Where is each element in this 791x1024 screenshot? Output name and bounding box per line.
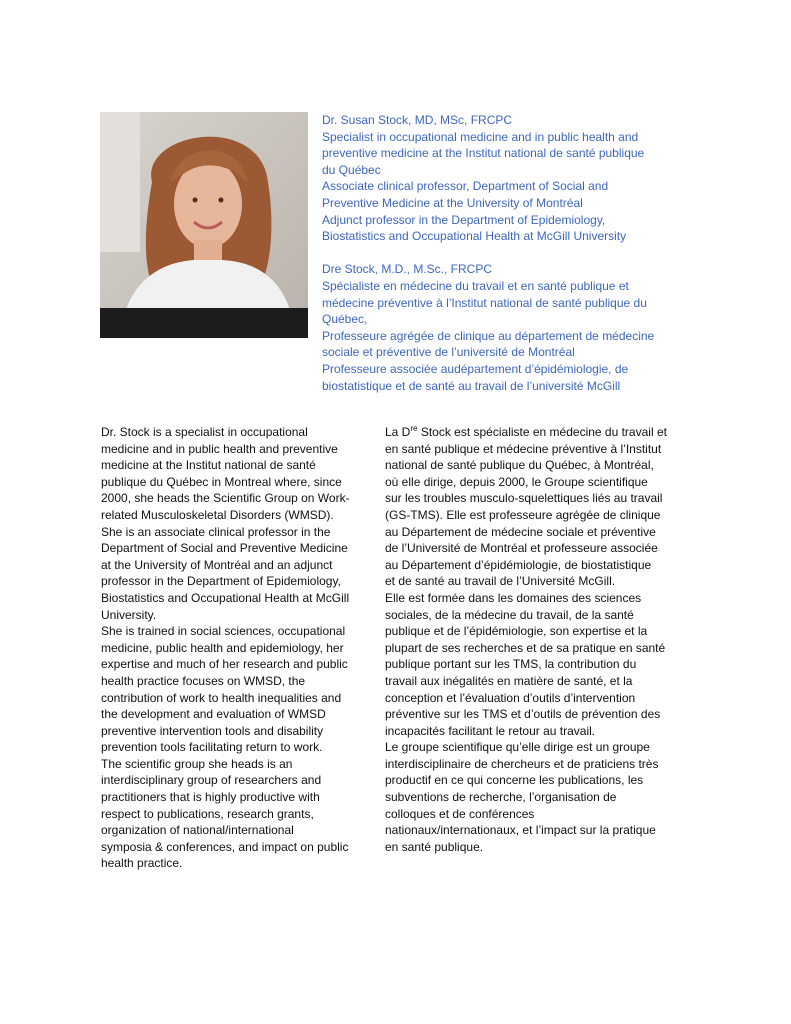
portrait-image [100, 112, 308, 338]
bio-fr-line: préventive sur les TMS et d’outils de prévention des [385, 707, 661, 722]
bio-en-line: organization of national/international [101, 823, 294, 838]
bio-en-line: expertise and much of her research and public [101, 657, 348, 672]
header-fr-line: Spécialiste en médecine du travail et en santé publique et [322, 278, 629, 293]
bio-fr-line [385, 424, 715, 441]
bio-en-line: health practice. [101, 856, 183, 871]
bio-fr-line: Le groupe scientifique qu’elle dirige est un groupe [385, 740, 650, 755]
header-fr-line: biostatistique et de santé au travail de l’université McGill [322, 378, 621, 393]
header-fr-line: Professeure agrégée de clinique au département de médecine [322, 328, 655, 343]
bio-fr-line: subventions de recherche, l’organisation de [385, 790, 617, 805]
bio-fr-line: (GS-TMS). Elle est professeure agrégée de clinique [385, 507, 661, 522]
bio-en-line: Dr. Stock is a specialist in occupational [101, 425, 308, 439]
bio-fr-line: sur les troubles musculo-squelettiques liés au travail [385, 491, 663, 506]
bio-french-column [385, 424, 715, 855]
bio-en-line: medicine, public health and epidemiology, her [101, 640, 344, 655]
header-en-line: preventive medicine at the Institut national de santé publique [322, 146, 645, 161]
bio-fr-line: interdisciplinaire de chercheurs et de praticiens très [385, 756, 659, 771]
bio-en-line: symposia & conferences, and impact on public [101, 839, 349, 854]
bio-fr-line: nationaux/internationaux, et l’impact sur la pratique [385, 823, 656, 838]
header-en-name: Dr. Susan Stock, MD, MSc, FRCPC [322, 113, 513, 127]
bio-en-line: University. [101, 607, 157, 622]
bio-en-line: Department of Social and Preventive Medicine [101, 541, 348, 556]
bio-fr-line: plupart de ses recherches et de sa pratique en santé [385, 640, 666, 655]
bio-fr-line: conception et l’évaluation d’outils d’intervention [385, 690, 636, 705]
header-block [322, 112, 717, 394]
bio-fr-line: où elle dirige, depuis 2000, le Groupe scientifique [385, 474, 648, 489]
bio-fr-line: colloques et de conférences [385, 806, 535, 821]
bio-fr-line: publique et de l’épidémiologie, son expertise et la [385, 624, 648, 639]
bio-fr-line: travail aux inégalités en matière de santé, et la [385, 673, 633, 688]
bio-fr-line: sociales, de la médecine du travail, de la santé [385, 607, 634, 622]
bio-en-line: practitioners that is highly productive with [101, 790, 320, 805]
bio-english-column [101, 424, 381, 872]
bio-fr-line: national de santé publique du Québec, à Montréal, [385, 458, 654, 473]
header-fr-line: Professeure associée audépartement d’épidémiologie, de [322, 361, 629, 376]
bio-en-line: She is an associate clinical professor in the [101, 524, 331, 539]
bio-en-line: The scientific group she heads is an [101, 756, 293, 771]
bio-fr-line: incapacités facilitant le retour au travail. [385, 723, 596, 738]
bio-en-line: at the University of Montréal and an adjunct [101, 557, 333, 572]
portrait-photo [100, 112, 308, 338]
header-fr [322, 261, 717, 394]
header-en-line: Specialist in occupational medicine and in public health and [322, 129, 639, 144]
bio-fr-line: publique portant sur les TMS, la contribution du [385, 657, 637, 672]
bio-fr-line: Elle est formée dans les domaines des sciences [385, 590, 642, 605]
bio-en-line: Biostatistics and Occupational Health at McGill [101, 590, 350, 605]
bio-en-line: publique du Québec in Montreal where, since [101, 474, 342, 489]
bio-en-line: medicine and in public health and preventive [101, 441, 338, 456]
bio-en-line: the development and evaluation of WMSD [101, 707, 326, 722]
bio-fr-superscript: re [410, 424, 418, 433]
bio-en-line: related Musculoskeletal Disorders (WMSD). [101, 507, 334, 522]
bio-en-line: She is trained in social sciences, occupational [101, 624, 346, 639]
header-en-line: Biostatistics and Occupational Health at McGill University [322, 229, 627, 244]
header-en-line: du Québec [322, 162, 381, 177]
header-en-line: Preventive Medicine at the University of Montréal [322, 195, 583, 210]
bio-fr-line: et de santé au travail de l’Université McGill. [385, 574, 616, 589]
header-fr-line: médecine préventive à l’Institut national de santé publique du [322, 295, 647, 310]
bio-fr-line: de l’Université de Montréal et professeure associée [385, 541, 658, 556]
bio-fr-line: en santé publique. [385, 839, 484, 854]
header-en [322, 112, 717, 245]
bio-en-line: health practice focuses on WMSD, the [101, 673, 306, 688]
bio-en-line: respect to publications, research grants, [101, 806, 314, 821]
bio-fr-prefix: La D [385, 425, 411, 439]
bio-fr-line: au Département d’épidémiologie, de biostatistique [385, 557, 652, 572]
header-en-line: Adjunct professor in the Department of Epidemiology, [322, 212, 606, 227]
bio-en-line: professor in the Department of Epidemiology, [101, 574, 341, 589]
bio-en-line: contribution of work to health inequalities and [101, 690, 342, 705]
bio-fr-first-rest: Stock est spécialiste en médecine du travail et [417, 425, 667, 439]
header-fr-line: Québec, [322, 312, 368, 327]
bio-en-line: interdisciplinary group of researchers and [101, 773, 322, 788]
bio-en-line: medicine at the Institut national de santé [101, 458, 316, 473]
header-fr-line: sociale et préventive de l’université de Montréal [322, 345, 575, 360]
bio-fr-line: en santé publique et médecine préventive à l’Institut [385, 441, 662, 456]
bio-en-line: prevention tools facilitating return to work. [101, 740, 323, 755]
bio-en-line: 2000, she heads the Scientific Group on Work- [101, 491, 350, 506]
bio-fr-line: productif en ce qui concerne les publications, les [385, 773, 644, 788]
header-fr-name: Dre Stock, M.D., M.Sc., FRCPC [322, 262, 493, 277]
bio-fr-line: au Département de médecine sociale et préventive [385, 524, 656, 539]
bio-en-line: preventive intervention tools and disability [101, 723, 324, 738]
header-en-line: Associate clinical professor, Department of Social and [322, 179, 609, 194]
